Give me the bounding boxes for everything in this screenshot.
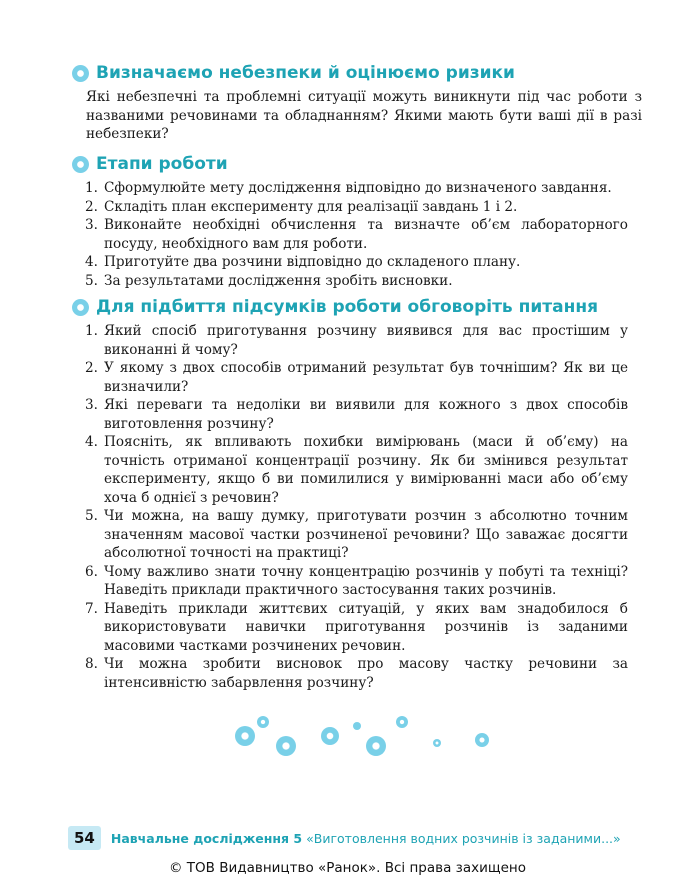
bubble-bullet-icon (72, 299, 89, 316)
list-item: 4. Приготуйте два розчини відповідно до складеного плану. (85, 254, 521, 270)
section-heading (72, 151, 646, 177)
bubble-icon (321, 727, 339, 745)
list-item: 3. Виконайте необхідні обчислення та визначте об’єм лабораторного посуду, необхідного вам для роботи. (85, 217, 628, 252)
section-heading (72, 294, 646, 320)
bubble-bullet-icon (72, 156, 89, 173)
section-heading (72, 60, 646, 86)
page-number: 54 (68, 826, 101, 850)
section-hazards (72, 60, 646, 144)
bubble-icon (257, 716, 269, 728)
section-paragraph: Які небезпечні та проблемні ситуації можуть виникнути під час роботи з названими речовинами та обладнанням? Якими мають бути ваші дії в разі небезпеки? (86, 89, 642, 143)
section-work-stages (72, 151, 646, 290)
list-item: 4. Поясніть, як впливають похибки вимірювань (маси й об’єму) на точність отриманої концентрації розчину. Як би змінився результат експерименту, якщо б ви помилилися у вимірюванні маси або об’єму хоча б однієї з речовин? (85, 434, 628, 506)
list-item: 8. Чи можна зробити висновок про масову частку речовини за інтенсивністю забарвлення розчину? (85, 656, 628, 691)
list-item: 1. Сформулюйте мету дослідження відповідно до визначеного завдання. (85, 180, 612, 196)
bubble-icon (235, 726, 255, 746)
section-title: Етапи роботи (96, 154, 228, 174)
section-title: Для підбиття підсумків роботи обговоріть питання (96, 297, 598, 317)
list-item: 5. За результатами дослідження зробіть висновки. (85, 272, 453, 289)
list-item: 6. Чому важливо знати точну концентрацію розчинів у побуті та техніці? Наведіть приклади практичного застосування таких розчинів. (85, 563, 628, 598)
section-discussion-questions (72, 294, 646, 692)
list-item: 2. У якому з двох способів отриманий результат був точнішим? Як ви це визначили? (85, 360, 628, 395)
bubble-icon (353, 722, 361, 730)
list-item: 3. Які переваги та недоліки ви виявили для кожного з двох способів виготовлення розчину? (85, 397, 628, 432)
section-title: Визначаємо небезпеки й оцінюємо ризики (96, 63, 515, 83)
list-item: 7. Наведіть приклади життєвих ситуацій, у яких вам знадобилося б використовувати навички приготування розчинів із заданими масовими частками розчинених речовин. (85, 600, 628, 654)
bubble-icon (276, 736, 296, 756)
bubble-bullet-icon (72, 65, 89, 82)
questions-list (72, 322, 646, 692)
list-item: 1. Який спосіб приготування розчину виявився для вас простішим у виконанні й чому? (85, 323, 628, 358)
page-footer (68, 826, 621, 850)
bubble-icon (366, 736, 386, 756)
list-item: 5. Чи можна, на вашу думку, приготувати розчин з абсолютно точним значенням масової частки розчиненої речовини? Що заважає досягти абсолютної точності на практиці? (85, 508, 628, 561)
decorative-bubbles (0, 700, 695, 770)
bubble-icon (475, 733, 489, 747)
bubble-icon (396, 716, 408, 728)
footer-title: Навчальне дослідження 5 (110, 830, 303, 846)
list-item: 2. Складіть план експерименту для реалізації завдань 1 і 2. (85, 198, 518, 215)
footer-subtitle: «Виготовлення водних розчинів із заданими...» (306, 830, 621, 846)
bubble-icon (433, 739, 441, 747)
stages-list (72, 179, 646, 290)
copyright-notice: © ТОВ Видавництво «Ранок». Всі права захищено (169, 860, 526, 876)
